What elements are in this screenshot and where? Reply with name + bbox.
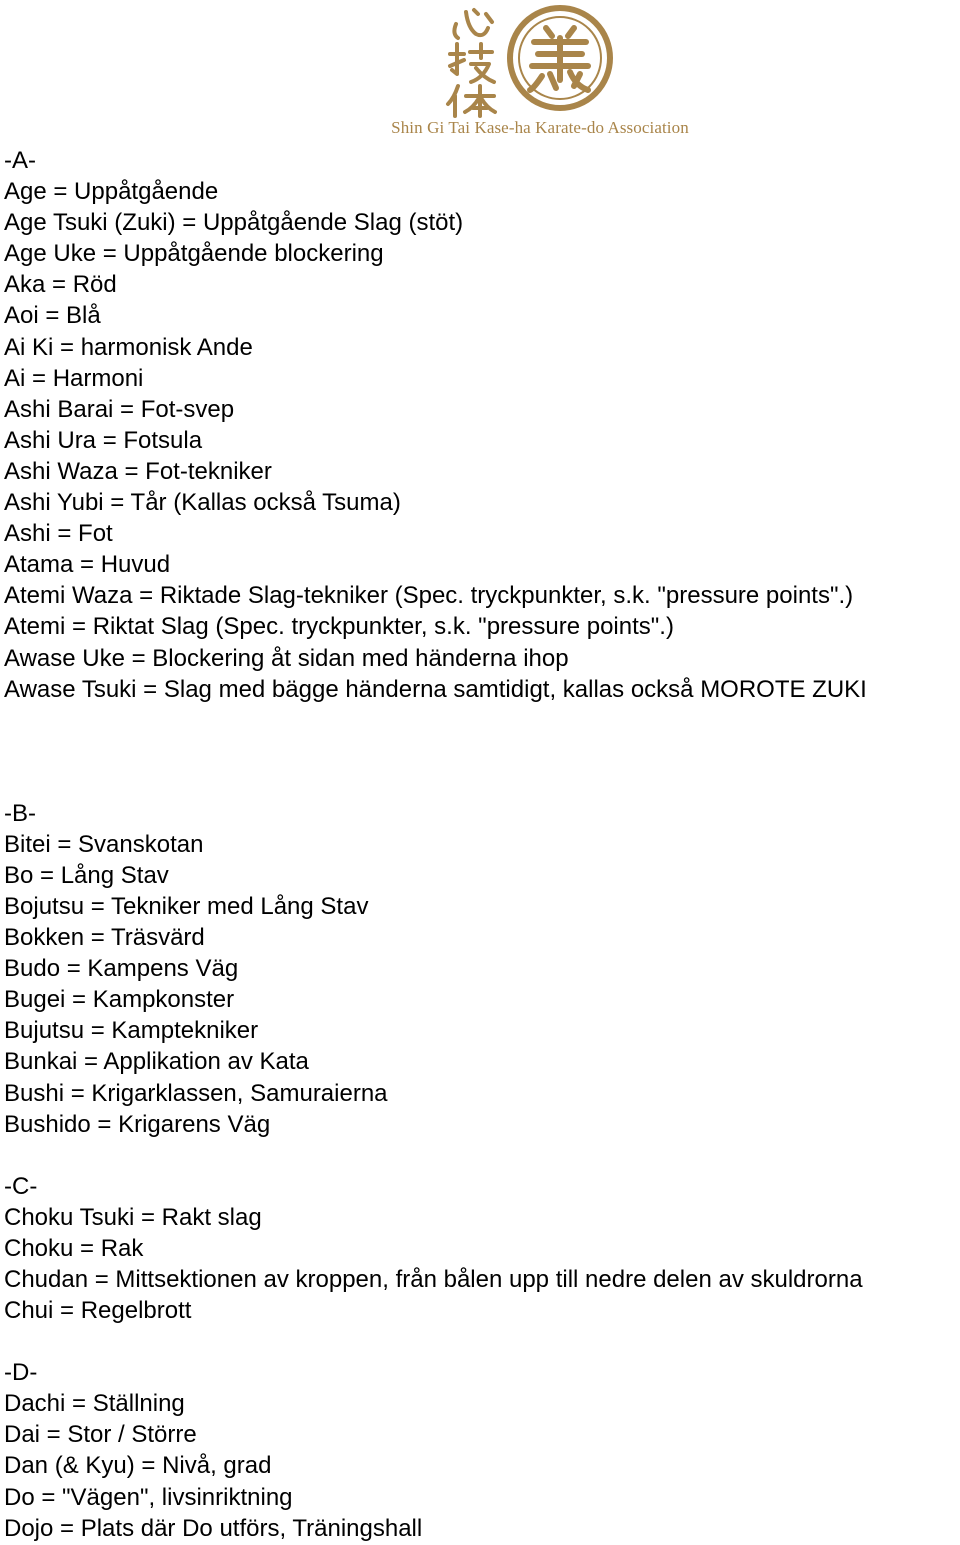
- section-b-entries: [4, 829, 960, 1140]
- glossary-entry: Aka = Röd: [4, 271, 117, 299]
- glossary-entry: Dojo = Plats där Do utförs, Träningshall: [4, 1514, 423, 1542]
- glossary-entry: Age Tsuki (Zuki) = Uppåtgående Slag (stöt): [4, 209, 464, 237]
- glossary-entry: Bokken = Träsvärd: [4, 924, 205, 952]
- glossary-entry: Choku = Rak: [4, 1234, 144, 1262]
- glossary-entry: Awase Uke = Blockering åt sidan med händerna ihop: [4, 644, 569, 672]
- glossary-entry: Aoi = Blå: [4, 302, 101, 330]
- glossary: [4, 145, 960, 1544]
- glossary-entry: Bo = Lång Stav: [4, 861, 169, 889]
- section-heading-c: -C-: [4, 1172, 38, 1200]
- glossary-entry: Ashi Yubi = Tår (Kallas också Tsuma): [4, 489, 401, 517]
- glossary-entry: Age Uke = Uppåtgående blockering: [4, 240, 384, 268]
- association-logo: [380, 0, 700, 142]
- glossary-entry: Dai = Stor / Större: [4, 1421, 197, 1449]
- glossary-entry: Ashi Waza = Fot-tekniker: [4, 457, 272, 485]
- glossary-entry: Dan (& Kyu) = Nivå, grad: [4, 1452, 272, 1480]
- glossary-entry: Chui = Regelbrott: [4, 1297, 192, 1325]
- section-heading-d: -D-: [4, 1359, 38, 1387]
- section-spacer: [4, 1326, 960, 1357]
- glossary-entry: Chudan = Mittsektionen av kroppen, från bålen upp till nedre delen av skuldrorna: [4, 1266, 863, 1293]
- glossary-entry: Dachi = Ställning: [4, 1390, 185, 1418]
- glossary-entry: Atemi Waza = Riktade Slag-tekniker (Spec. tryckpunkter, s.k. "pressure points".): [4, 582, 854, 610]
- glossary-entry: Bunkai = Applikation av Kata: [4, 1048, 309, 1076]
- glossary-entry: Bushi = Krigarklassen, Samuraierna: [4, 1079, 388, 1107]
- glossary-entry: Atemi = Riktat Slag (Spec. tryckpunkter, s.k. "pressure points".): [4, 613, 674, 641]
- glossary-entry: Do = "Vägen", livsinriktning: [4, 1483, 293, 1511]
- shin-gi-tai-kanji-icon: [442, 2, 502, 118]
- section-heading-a: -A-: [4, 147, 36, 174]
- glossary-entry: Awase Tsuki = Slag med bägge händerna samtidigt, kallas också MOROTE ZUKI: [4, 675, 867, 703]
- glossary-entry: Ashi = Fot: [4, 520, 113, 548]
- glossary-entry: Bujutsu = Kamptekniker: [4, 1017, 259, 1045]
- section-a-entries: [4, 176, 960, 705]
- glossary-entry: Bojutsu = Tekniker med Lång Stav: [4, 892, 369, 920]
- section-spacer: [4, 705, 960, 798]
- section-heading-b: -B-: [4, 799, 36, 827]
- emblem-icon: [506, 4, 614, 112]
- glossary-entry: Bugei = Kampkonster: [4, 986, 235, 1014]
- glossary-entry: Atama = Huvud: [4, 551, 171, 579]
- glossary-entry: Budo = Kampens Väg: [4, 955, 239, 983]
- glossary-entry: Age = Uppåtgående: [4, 178, 219, 206]
- section-c-entries: [4, 1202, 960, 1326]
- glossary-entry: Ashi Ura = Fotsula: [4, 426, 203, 454]
- section-spacer: [4, 1140, 960, 1171]
- glossary-entry: Bushido = Krigarens Väg: [4, 1110, 271, 1138]
- glossary-entry: Ai = Harmoni: [4, 364, 144, 392]
- glossary-entry: Ai Ki = harmonisk Ande: [4, 333, 253, 361]
- glossary-entry: Bitei = Svanskotan: [4, 830, 204, 858]
- section-d-entries: [4, 1388, 960, 1543]
- association-name: Shin Gi Tai Kase-ha Karate-do Association: [391, 118, 689, 137]
- glossary-entry: Choku Tsuki = Rakt slag: [4, 1203, 262, 1231]
- glossary-entry: Ashi Barai = Fot-svep: [4, 395, 235, 423]
